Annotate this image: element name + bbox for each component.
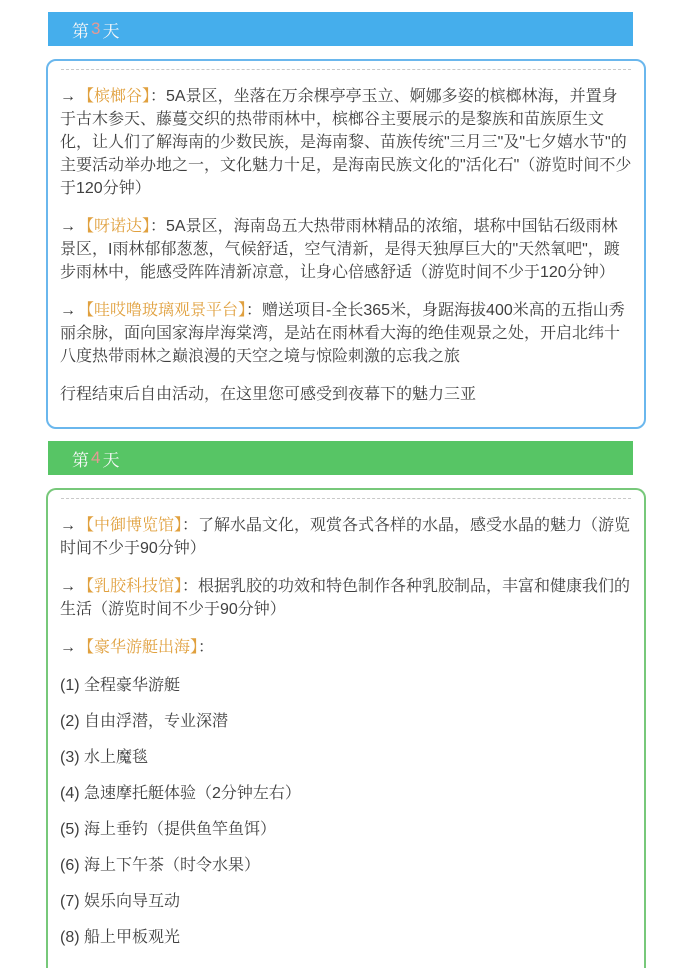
dashed-divider [61, 69, 631, 70]
list-item [60, 674, 632, 697]
list-item-text: (5) 海上垂钓（提供鱼竿鱼饵） [60, 821, 277, 838]
paragraph-text: ：赠送项目-全长365米，身踞海拔400米高的五指山秀丽余脉，面向国家海岸海棠湾，是站在雨林看大海的绝佳观景之处，开启北纬十八度热带雨林之巅浪漫的天空之境与惊险刺激的忘我之旅 [60, 302, 625, 365]
paragraph-crystal-museum [60, 514, 632, 560]
list-item [60, 746, 632, 769]
paragraph-text: ： [198, 639, 215, 656]
list-item [60, 926, 632, 949]
paragraph-latex-museum [60, 575, 632, 621]
day4-header-bar [48, 441, 633, 475]
day3-label-suffix: 天 [102, 21, 121, 41]
paragraph-yacht-trip [60, 636, 632, 659]
arrow-marker: → [60, 578, 76, 595]
list-item [60, 710, 632, 733]
attraction-title: 【豪华游艇出海】 [78, 639, 199, 656]
list-item [60, 818, 632, 841]
day4-label-suffix: 天 [102, 450, 121, 470]
day3-content-box [46, 59, 646, 429]
arrow-marker: → [60, 218, 76, 235]
attraction-title: 【哇哎噜玻璃观景平台】 [78, 302, 247, 319]
paragraph-free-activity [60, 383, 632, 406]
attraction-title: 【乳胶科技馆】 [78, 578, 183, 595]
paragraph-text: 行程结束后自由活动，在这里您可感受到夜幕下的魅力三亚 [60, 386, 477, 403]
list-item-text: (6) 海上下午茶（时令水果） [60, 857, 261, 874]
paragraph-text: ：5A景区，海南岛五大热带雨林精品的浓缩，堪称中国钻石级雨林景区，I雨林郁郁葱葱，气候舒适，空气清新，是得天独厚巨大的"天然氧吧"，踱步雨林中，能感受阵阵清新凉意，让身心倍感舒适（游览时间不少于120分钟） [60, 218, 620, 281]
paragraph-text: ：5A景区，坐落在万余棵亭亭玉立、婀娜多姿的槟榔林海，并置身于古木参天、藤蔓交织的热带雨林中，槟榔谷主要展示的是黎族和苗族原生文化，让人们了解海南的少数民族，是海南黎、苗族传统"三月三"及"七夕嬉水节"的主要活动举办地之一，文化魅力十足，是海南民族文化的"活化石"（游览时间不少于120分钟） [60, 88, 632, 197]
paragraph-text: ：了解水晶文化，观赏各式各样的水晶，感受水晶的魅力（游览时间不少于90分钟） [60, 517, 631, 557]
list-item [60, 782, 632, 805]
list-item-text: (4) 急速摩托艇体验（2分钟左右） [60, 785, 301, 802]
paragraph-binlanggu [60, 85, 632, 200]
list-item [60, 854, 632, 877]
list-item-text: (2) 自由浮潜，专业深潜 [60, 713, 229, 730]
day3-label-prefix: 第 [72, 21, 90, 41]
day4-label-prefix: 第 [72, 450, 90, 470]
attraction-title: 【中御博览馆】 [78, 517, 183, 534]
list-item-text: (3) 水上魔毯 [60, 749, 149, 766]
paragraph-text: ：根据乳胶的功效和特色制作各种乳胶制品，丰富和健康我们的生活（游览时间不少于90分钟） [60, 578, 631, 618]
arrow-marker: → [60, 517, 76, 534]
list-item [60, 890, 632, 913]
list-item-text: (8) 船上甲板观光 [60, 929, 181, 946]
dashed-divider [61, 498, 631, 499]
attraction-title: 【呀诺达】 [78, 218, 151, 235]
day3-number: 3 [91, 19, 102, 38]
day4-content-box [46, 488, 646, 968]
list-item-text: (1) 全程豪华游艇 [60, 677, 181, 694]
day3-header-bar [48, 12, 633, 46]
paragraph-yanuoda [60, 215, 632, 284]
attraction-title: 【槟榔谷】 [78, 88, 151, 105]
arrow-marker: → [60, 639, 76, 656]
paragraph-glass-platform [60, 299, 632, 368]
day4-number: 4 [91, 448, 102, 467]
list-item-text: (7) 娱乐向导互动 [60, 893, 181, 910]
day3-section [46, 12, 646, 429]
arrow-marker: → [60, 302, 76, 319]
day4-section [46, 441, 646, 968]
arrow-marker: → [60, 88, 76, 105]
